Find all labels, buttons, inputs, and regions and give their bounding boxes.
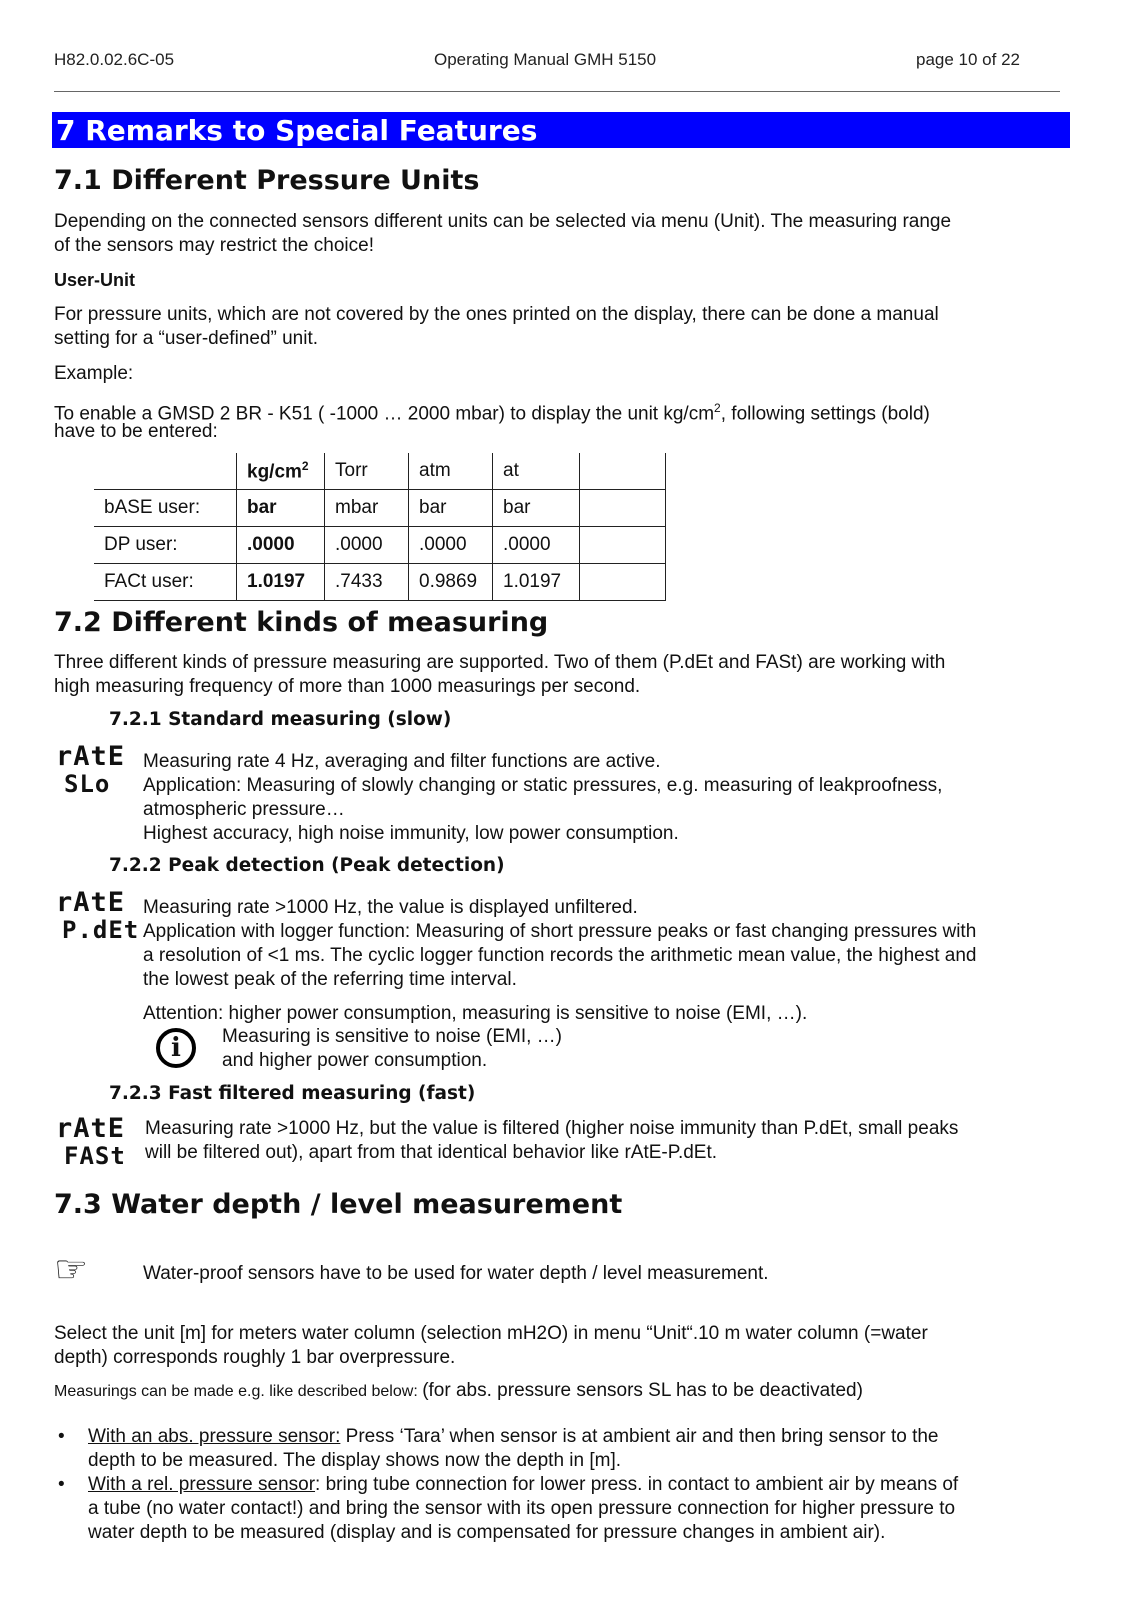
s73-select-line1: Select the unit [m] for meters water column (selection mH2O) in menu “Unit“.10 m water column (=water	[54, 1323, 928, 1344]
s71-intro-line1: Depending on the connected sensors different units can be selected via menu (Unit). The measuring range	[54, 211, 952, 232]
example-line2: have to be entered:	[54, 421, 218, 442]
table-cell: .0000	[493, 527, 580, 564]
list-item: • With a rel. pressure sensor: bring tube connection for lower press. in contact to ambient air by means of a tube (no water contact!) and bring the sensor with its open pressure connection for higher pressure to water depth to be measured (display and is compensated for pressure changes in ambient air).	[58, 1474, 959, 1543]
table-cell: FACt user:	[94, 564, 237, 601]
bullet: •	[58, 1474, 65, 1495]
table-cell	[580, 564, 666, 601]
table-cell: DP user:	[94, 527, 237, 564]
section-7-2-title: 7.2 Different kinds of measuring	[54, 607, 549, 638]
s722-attention: Attention: higher power consumption, measuring is sensitive to noise (EMI, …).	[143, 1003, 808, 1024]
user-unit-line2: setting for a “user-defined” unit.	[54, 328, 319, 349]
table-cell	[580, 527, 666, 564]
measurement-method-list	[54, 1425, 1064, 1545]
table-cell: bar	[493, 490, 580, 527]
s723-line2: will be filtered out), apart from that identical behavior like rAtE-P.dEt.	[145, 1142, 718, 1163]
s722-line4: the lowest peak of the referring time interval.	[143, 969, 517, 990]
bullet: •	[58, 1426, 65, 1447]
list-item: • With an abs. pressure sensor: Press ‘Tara’ when sensor is at ambient air and then bring sensor to the depth to be measured. The display shows now the depth in [m].	[58, 1426, 939, 1471]
table-cell: bar	[237, 490, 325, 527]
display-rate-icon: rAtE	[56, 741, 126, 772]
section-7-1-title: 7.1 Different Pressure Units	[54, 165, 480, 196]
table-header-row	[94, 453, 666, 490]
display-rate-icon: rAtE	[56, 1113, 126, 1144]
s722-line2: Application with logger function: Measuring of short pressure peaks or fast changing pressures with	[143, 921, 977, 942]
s722-note-line1: Measuring is sensitive to noise (EMI, …)	[222, 1026, 563, 1047]
section-7-heading	[52, 112, 1070, 148]
display-slow-icon: SLo	[64, 770, 111, 798]
s721-line3: atmospheric pressure…	[143, 799, 345, 820]
table-cell: 0.9869	[409, 564, 493, 601]
example-label: Example:	[54, 363, 134, 384]
page-number: page 10 of 22	[916, 50, 1020, 69]
user-unit-table	[94, 453, 666, 601]
section-7-2-2-title: 7.2.2 Peak detection (Peak detection)	[109, 855, 505, 876]
s71-intro-line2: of the sensors may restrict the choice!	[54, 235, 374, 256]
table-cell: $kg/cm^2$	[237, 453, 325, 490]
table-cell: 1.0197	[493, 564, 580, 601]
table-cell	[94, 453, 237, 490]
rel-sensor-label: With a rel. pressure sensor	[88, 1474, 316, 1495]
s721-line4: Highest accuracy, high noise immunity, low power consumption.	[143, 823, 679, 844]
s722-line3: a resolution of <1 ms. The cyclic logger function records the arithmetic mean value, the highest and	[143, 945, 977, 966]
table-cell	[580, 453, 666, 490]
section-7-title: 7 Remarks to Special Features	[56, 114, 538, 147]
section-7-2-1-title: 7.2.1 Standard measuring (slow)	[109, 709, 452, 730]
abs-sensor-label: With an abs. pressure sensor:	[88, 1426, 341, 1447]
table-cell: bASE user:	[94, 490, 237, 527]
table-cell: .0000	[409, 527, 493, 564]
user-unit-line1: For pressure units, which are not covered by the ones printed on the display, there can be done a manual	[54, 304, 939, 325]
example-line1: To enable a GMSD 2 BR - K51 ( -1000 … 2000 mbar) to display the unit $kg/cm^2$, following settings (bold)	[54, 401, 930, 425]
section-7-2-3-title: 7.2.3 Fast filtered measuring (fast)	[109, 1083, 476, 1104]
pointing-hand-icon: ☞	[54, 1249, 89, 1291]
doc-id: H82.0.02.6C-05	[54, 50, 175, 69]
section-7-3-title: 7.3 Water depth / level measurement	[54, 1189, 623, 1220]
table-cell: .0000	[237, 527, 325, 564]
s73-measurings-line: Measurings can be made e.g. like described below: (for abs. pressure sensors SL has to be deactivated)	[54, 1380, 863, 1401]
water-proof-note: Water-proof sensors have to be used for water depth / level measurement.	[143, 1263, 769, 1284]
table-cell: 1.0197	[237, 564, 325, 601]
display-rate-icon: rAtE	[56, 887, 126, 918]
header-rule	[54, 91, 1060, 92]
table-row	[94, 564, 666, 601]
table-cell: at	[493, 453, 580, 490]
table-cell	[580, 490, 666, 527]
s721-line1: Measuring rate 4 Hz, averaging and filter functions are active.	[143, 751, 661, 772]
table-row	[94, 527, 666, 564]
display-fast-icon: FASt	[64, 1142, 126, 1170]
table-cell: mbar	[325, 490, 409, 527]
info-icon: i	[156, 1028, 196, 1068]
user-unit-heading: User-Unit	[54, 270, 136, 290]
table-row	[94, 490, 666, 527]
s72-intro-line2: high measuring frequency of more than 1000 measurings per second.	[54, 676, 641, 697]
s722-note-line2: and higher power consumption.	[222, 1050, 488, 1071]
s721-line2: Application: Measuring of slowly changing or static pressures, e.g. measuring of leakproofness,	[143, 775, 943, 796]
table-cell: bar	[409, 490, 493, 527]
display-peak-detect-icon: P.dEt	[62, 916, 140, 944]
table-cell: .7433	[325, 564, 409, 601]
s723-line1: Measuring rate >1000 Hz, but the value is filtered (higher noise immunity than P.dEt, small peaks	[145, 1118, 959, 1139]
s722-line1: Measuring rate >1000 Hz, the value is displayed unfiltered.	[143, 897, 638, 918]
s73-select-line2: depth) corresponds roughly 1 bar overpressure.	[54, 1347, 456, 1368]
doc-title: Operating Manual GMH 5150	[434, 50, 657, 69]
table-cell: Torr	[325, 453, 409, 490]
table-cell: atm	[409, 453, 493, 490]
table-cell: .0000	[325, 527, 409, 564]
s72-intro-line1: Three different kinds of pressure measuring are supported. Two of them (P.dEt and FASt) are working with	[54, 652, 946, 673]
